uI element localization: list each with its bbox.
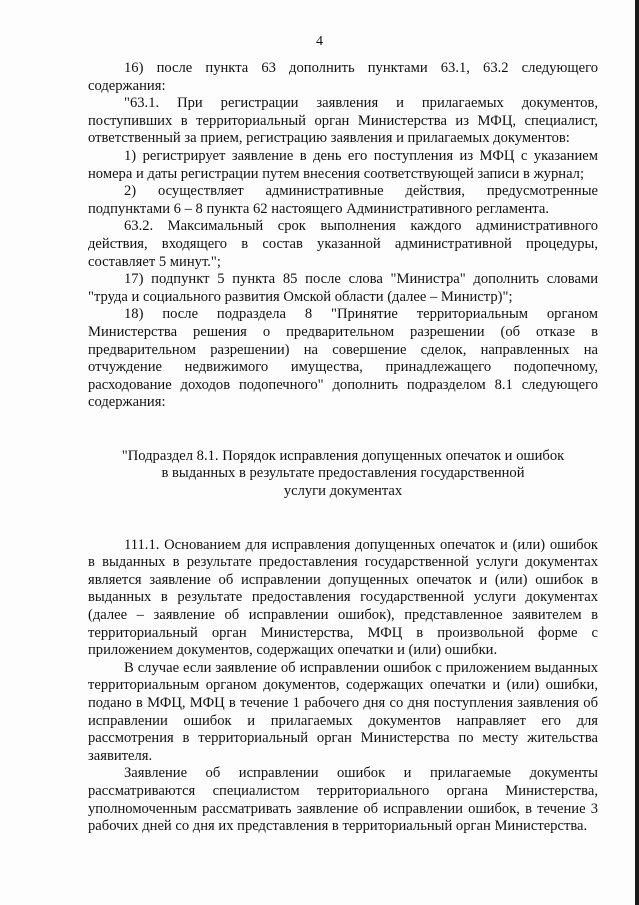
- document-body: [88, 60, 598, 836]
- paragraph-review-term: Заявление об исправлении ошибок и прилагаемые документы рассматриваются специалистом территориального органа Министерства, уполномоченным рассматривать заявление об исправлении ошибок, в течение 3 рабочих дней со дня их представления в территориальный орган Министерства.: [88, 765, 598, 835]
- paragraph-item-17: 17) подпункт 5 пункта 85 после слова "Министра" дополнить словами "труда и социального развития Омской области (далее – Министр)";: [88, 271, 598, 305]
- paragraph-item-16: 16) после пункта 63 дополнить пунктами 63.1, 63.2 следующего содержания:: [88, 60, 598, 94]
- paragraph-111-1: 111.1. Основанием для исправления допущенных опечаток и (или) ошибок в выданных в результате предоставления государственной услуги документах является заявление об исправлении допущенных опечаток и (или) ошибок в выданных в результате предоставления государственной услуги документах (далее – заявление об исправлении ошибок), представленное заявителем в территориальный орган Министерства, МФЦ в произвольной форме с приложением документов, содержащих опечатки и (или) ошибки.: [88, 536, 598, 659]
- section-heading-line-3: услуги документах: [283, 483, 403, 500]
- paragraph-63-1: "63.1. При регистрации заявления и прилагаемых документов, поступивших в территориальный орган Министерства из МФЦ, специалист, ответственный за прием, регистрацию заявления и прилагаемых документов:: [88, 95, 598, 147]
- paragraph-63-1-sub-1: 1) регистрирует заявление в день его поступления из МФЦ с указанием номера и даты регистрации путем внесения соответствующей записи в журнал;: [88, 147, 598, 182]
- scan-edge-shadow: [635, 0, 639, 905]
- paragraph-mfc-submission: В случае если заявление об исправлении ошибок с приложением выданных территориальным органом документов, содержащих опечатки и (или) ошибки, подано в МФЦ, МФЦ в течение 1 рабочего дня со дня поступления заявления об исправлении ошибок и прилагаемых документов направляет его для рассмотрения в территориальный орган Министерства по месту жительства заявителя.: [88, 659, 598, 764]
- page-number: 4: [316, 34, 323, 49]
- paragraph-63-2: 63.2. Максимальный срок выполнения каждого административного действия, входящего в состав указанной административной процедуры, составляет 5 минут.";: [88, 218, 598, 270]
- paragraph-63-1-sub-2: 2) осуществляет административные действия, предусмотренные подпунктами 6 – 8 пункта 62 настоящего Административного регламента.: [88, 183, 598, 217]
- paragraph-item-18: 18) после подраздела 8 "Принятие территориальным органом Министерства решения о предварительном разрешении (об отказе в предварительном разрешении) на совершение сделок, направленных на отчуждение недвижимого имущества, принадлежащего подопечному, расходование доходов подопечного" дополнить подразделом 8.1 следующего содержания:: [88, 306, 598, 411]
- section-heading-line-1: "Подраздел 8.1. Порядок исправления допущенных опечаток и ошибок: [121, 447, 565, 464]
- section-heading-line-2: в выданных в результате предоставления государственной: [161, 465, 525, 482]
